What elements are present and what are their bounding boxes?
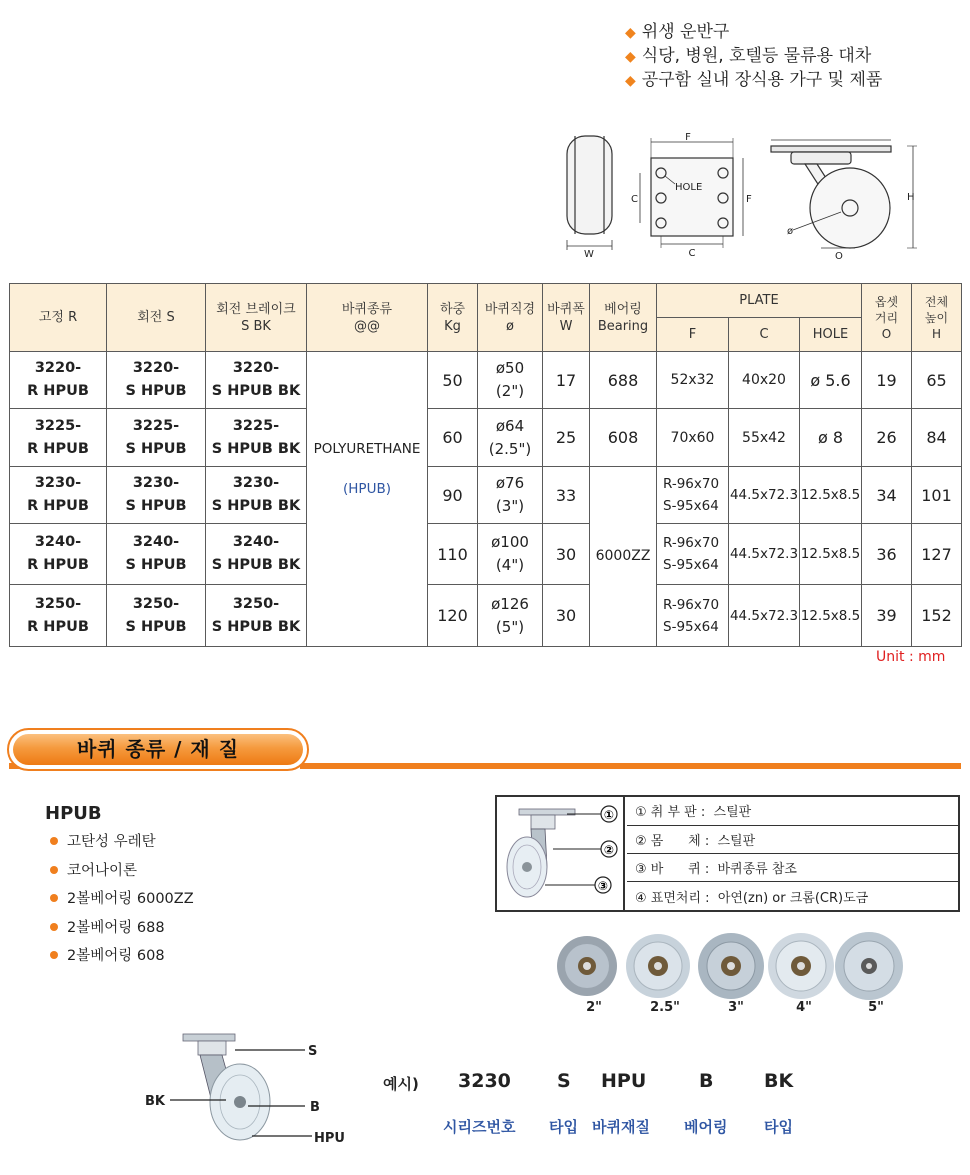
material-name: HPUB (45, 803, 102, 824)
cell-diameter: ø126 (5") (478, 585, 543, 647)
cell-plate-hole: 12.5x8.5 (800, 585, 862, 647)
bullet-icon (50, 951, 58, 959)
diamond-bullet-icon: ◆ (625, 73, 636, 89)
list-item: 2볼베어링 608 (45, 942, 194, 971)
wheel-size-label: 3" (728, 1000, 744, 1015)
cell-brake: 3230- S HPUB BK (206, 467, 307, 524)
wheel-2-5in (626, 934, 690, 998)
cell-fixed: 3230- R HPUB (10, 467, 107, 524)
col-diameter: 바퀴직경 ø (478, 284, 543, 352)
dimension-drawings (555, 128, 925, 263)
col-height: 전체 높이 H (912, 284, 962, 352)
example-code-bearing: B (699, 1070, 714, 1092)
example-code-brake: BK (764, 1070, 794, 1092)
cell-plate-f: 52x32 (657, 352, 729, 409)
callout-1: ① (603, 808, 615, 822)
cell-bearing: 608 (590, 409, 657, 467)
table-row (10, 524, 962, 585)
wheel-size-label: 2" (586, 1000, 602, 1015)
bullet-icon (50, 894, 58, 902)
cell-plate-hole: 12.5x8.5 (800, 524, 862, 585)
example-code-material: HPU (601, 1070, 647, 1092)
cell-brake: 3250- S HPUB BK (206, 585, 307, 647)
cell-diameter: ø64 (2.5") (478, 409, 543, 467)
cell-height: 65 (912, 352, 962, 409)
use-item: ◆ 위생 운반구 (625, 22, 730, 42)
cell-height: 127 (912, 524, 962, 585)
example-meaning-brake: 타입 (764, 1118, 793, 1136)
cell-plate-c: 44.5x72.3 (729, 585, 800, 647)
parts-row: ② 몸 체 : 스틸판 (627, 825, 958, 853)
section-title: 바퀴 종류 / 재 질 (76, 737, 240, 761)
cell-swivel: 3240- S HPUB (107, 524, 206, 585)
plate-top-view (640, 138, 743, 248)
table-row (10, 352, 962, 409)
cell-plate-c: 44.5x72.3 (729, 467, 800, 524)
example-code-series: 3230 (458, 1070, 511, 1092)
cell-swivel: 3225- S HPUB (107, 409, 206, 467)
cell-plate-c: 55x42 (729, 409, 800, 467)
list-item: 2볼베어링 688 (45, 914, 194, 943)
callout-s: S (308, 1044, 318, 1059)
cell-plate-f: R-96x70 S-95x64 (657, 524, 729, 585)
col-width: 바퀴폭 W (543, 284, 590, 352)
material-list (45, 800, 194, 971)
cell-width: 25 (543, 409, 590, 467)
cell-swivel: 3250- S HPUB (107, 585, 206, 647)
cell-height: 84 (912, 409, 962, 467)
col-wheel-type: 바퀴종류 @@ (307, 284, 428, 352)
cell-swivel: 3220- S HPUB (107, 352, 206, 409)
col-plate-c: C (729, 318, 800, 352)
col-offset: 옵셋 거리 O (862, 284, 912, 352)
example-meaning-type: 타입 (549, 1118, 578, 1136)
cell-width: 30 (543, 585, 590, 647)
example-meaning-material: 바퀴재질 (592, 1118, 650, 1136)
cell-brake: 3220- S HPUB BK (206, 352, 307, 409)
label-phi: ø (787, 226, 794, 237)
callout-b: B (310, 1100, 320, 1115)
table-row (10, 585, 962, 647)
parts-row: ③ 바 퀴 : 바퀴종류 참조 (627, 854, 958, 882)
col-plate-hole: HOLE (800, 318, 862, 352)
cell-brake: 3225- S HPUB BK (206, 409, 307, 467)
wheel-2in (557, 936, 617, 996)
cell-height: 101 (912, 467, 962, 524)
cell-bearing: 6000ZZ (590, 467, 657, 647)
cell-wheel-type: POLYURETHANE (HPUB) (307, 352, 428, 647)
col-plate-f: F (657, 318, 729, 352)
spec-table (9, 283, 962, 647)
callout-3: ③ (597, 879, 609, 893)
example-meaning-series: 시리즈번호 (443, 1118, 516, 1136)
label-f-right: F (746, 194, 752, 205)
wheel-size-label: 5" (868, 1000, 884, 1015)
cell-offset: 19 (862, 352, 912, 409)
header-row (10, 284, 962, 318)
cell-offset: 26 (862, 409, 912, 467)
cell-swivel: 3230- S HPUB (107, 467, 206, 524)
cell-fixed: 3225- R HPUB (10, 409, 107, 467)
cell-offset: 36 (862, 524, 912, 585)
list-item: 고탄성 우레탄 (45, 828, 194, 857)
col-load: 하중 Kg (428, 284, 478, 352)
cell-load: 120 (428, 585, 478, 647)
label-w: W (584, 249, 594, 260)
cell-width: 33 (543, 467, 590, 524)
col-plate: PLATE (657, 284, 862, 318)
diamond-bullet-icon: ◆ (625, 25, 636, 41)
cell-load: 50 (428, 352, 478, 409)
wheel-3in (698, 933, 764, 999)
section-rule (300, 763, 961, 769)
cell-plate-hole: ø 5.6 (800, 352, 862, 409)
cell-width: 30 (543, 524, 590, 585)
cell-plate-f: 70x60 (657, 409, 729, 467)
callout-bk: BK (145, 1094, 165, 1109)
cell-plate-hole: ø 8 (800, 409, 862, 467)
table-row (10, 467, 962, 524)
use-item: ◆ 공구함 실내 장식용 가구 및 제품 (625, 70, 883, 90)
diamond-bullet-icon: ◆ (625, 49, 636, 65)
bullet-icon (50, 866, 58, 874)
use-list (625, 20, 882, 92)
wheel-size-label: 2.5" (650, 1000, 680, 1015)
cell-offset: 34 (862, 467, 912, 524)
cell-load: 60 (428, 409, 478, 467)
label-h: H (907, 192, 915, 203)
cell-diameter: ø100 (4") (478, 524, 543, 585)
cell-load: 90 (428, 467, 478, 524)
parts-table (627, 797, 958, 910)
unit-note: Unit : mm (876, 649, 946, 665)
label-c-left: C (631, 194, 638, 205)
section-banner (7, 728, 309, 771)
wheel-size-label: 4" (796, 1000, 812, 1015)
col-brake: 회전 브레이크 S BK (206, 284, 307, 352)
wheel-4in (768, 933, 834, 999)
cell-fixed: 3240- R HPUB (10, 524, 107, 585)
list-item: 코어나이론 (45, 857, 194, 886)
cell-plate-c: 40x20 (729, 352, 800, 409)
cell-bearing: 688 (590, 352, 657, 409)
label-hole: HOLE (675, 182, 703, 193)
cell-width: 17 (543, 352, 590, 409)
caster-parts-illustration (497, 797, 625, 910)
bullet-icon (50, 923, 58, 931)
list-item: 2볼베어링 6000ZZ (45, 885, 194, 914)
cell-plate-f: R-96x70 S-95x64 (657, 585, 729, 647)
table-row (10, 409, 962, 467)
cell-brake: 3240- S HPUB BK (206, 524, 307, 585)
use-item: ◆ 식당, 병원, 호텔등 물류용 대차 (625, 46, 872, 66)
cell-plate-hole: 12.5x8.5 (800, 467, 862, 524)
label-f-top: F (685, 132, 691, 143)
cell-offset: 39 (862, 585, 912, 647)
cell-diameter: ø76 (3") (478, 467, 543, 524)
cell-plate-f: R-96x70 S-95x64 (657, 467, 729, 524)
parts-row: ① 취 부 판 : 스틸판 (627, 797, 958, 825)
col-fixed: 고정 R (10, 284, 107, 352)
example-code-type: S (557, 1070, 571, 1092)
cell-load: 110 (428, 524, 478, 585)
cell-fixed: 3220- R HPUB (10, 352, 107, 409)
callout-2: ② (603, 843, 615, 857)
label-o: O (835, 251, 843, 262)
caster-icon (497, 797, 623, 910)
example-caster-illustration (140, 1030, 355, 1150)
parts-row: ④ 표면처리 : 아연(zn) or 크롬(CR)도금 (635, 890, 869, 906)
bullet-icon (50, 837, 58, 845)
col-swivel: 회전 S (107, 284, 206, 352)
parts-box (495, 795, 960, 912)
label-c-bottom: C (688, 248, 696, 259)
cell-height: 152 (912, 585, 962, 647)
example-meaning-bearing: 베어링 (684, 1118, 728, 1136)
cell-plate-c: 44.5x72.3 (729, 524, 800, 585)
cell-diameter: ø50 (2") (478, 352, 543, 409)
wheel-5in (835, 932, 903, 1000)
example-label: 예시) (383, 1075, 419, 1093)
wheel-side-view (567, 136, 612, 250)
col-bearing: 베어링 Bearing (590, 284, 657, 352)
callout-hpu: HPU (314, 1131, 345, 1146)
cell-fixed: 3250- R HPUB (10, 585, 107, 647)
